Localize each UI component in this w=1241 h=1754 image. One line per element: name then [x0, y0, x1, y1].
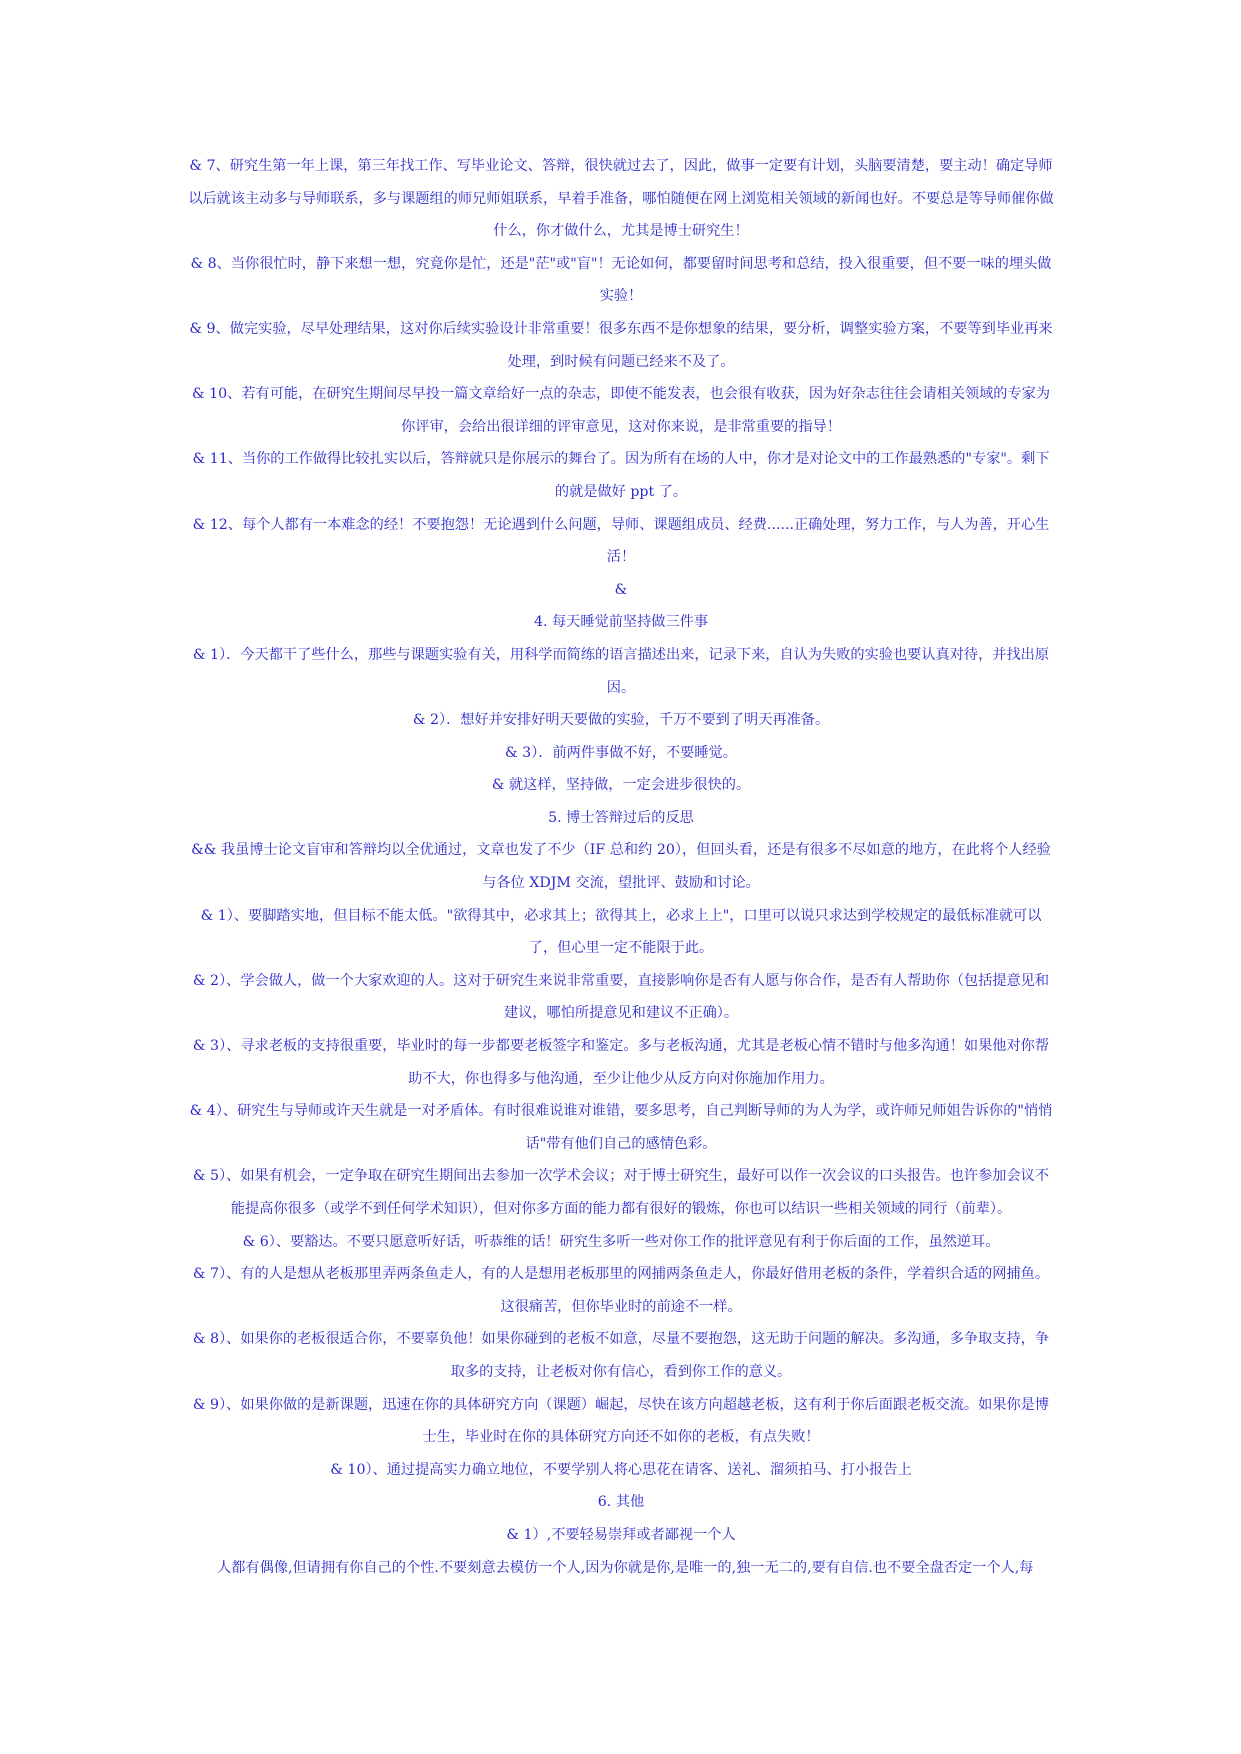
section-6-body: 人都有偶像,但请拥有你自己的个性.不要刻意去模仿一个人,因为你就是你,是唯一的,独一无二的,要有自信.也不要全盘否定一个人,每 [217, 1559, 1034, 1576]
section-4-item-2: & 2）．想好并安排好明天要做的实验，千万不要到了明天再准备。 [412, 712, 830, 729]
section-5-item-9: & 9）、如果你做的是新课题，迅速在你的具体研究方向（课题）崛起，尽快在该方向超越老板，这有利于你后面跟老板交流。如果你是博士生，毕业时在你的具体研究方向还不如你的老板，有点失败！ [192, 1396, 1050, 1446]
paragraph-item-8: & 8、当你很忙时，静下来想一想，究竟你是忙，还是"茫"或"盲"！无论如何，都要留时间思考和总结，投入很重要，但不要一味的埋头做实验！ [190, 255, 1052, 305]
section-5-item-6: & 6）、要豁达。不要只愿意听好话，听恭维的话！研究生多听一些对你工作的批评意见有利于你后面的工作，虽然逆耳。 [242, 1233, 1000, 1250]
section-heading-4: 4. 每天睡觉前坚持做三件事 [533, 614, 709, 631]
ampersand-separator: & [614, 581, 628, 598]
section-5-intro: && 我虽博士论文盲审和答辩均以全优通过，文章也发了不少（IF 总和约 20），但回头看，还是有很多不尽如意的地方，在此将个人经验与各位 XDJM 交流，望批评、鼓励和讨论。 [191, 842, 1051, 892]
section-5-item-5: & 5）、如果有机会，一定争取在研究生期间出去参加一次学术会议；对于博士研究生，最好可以作一次会议的口头报告。也许参加会议不能提高你很多（或学不到任何学术知识），但对你多方面的能力都有很好的锻炼，你也可以结识一些相关领域的同行（前辈）。 [192, 1168, 1050, 1217]
paragraph-item-9: & 9、做完实验，尽早处理结果，这对你后续实验设计非常重要！很多东西不是你想象的结果，要分析，调整实验方案，不要等到毕业再来处理，到时候有问题已经来不及了。 [189, 320, 1053, 370]
section-4-item-1: & 1）．今天都干了些什么，那些与课题实验有关，用科学而简练的语言描述出来，记录下来，自认为失败的实验也要认真对待，并找出原因。 [192, 646, 1050, 696]
section-5-item-2: & 2）、学会做人，做一个大家欢迎的人。这对于研究生来说非常重要，直接影响你是否有人愿与你合作，是否有人帮助你（包括提意见和建议，哪怕所提意见和建议不正确）。 [192, 972, 1050, 1022]
paragraph-item-10: & 10、若有可能，在研究生期间尽早投一篇文章给好一点的杂志，即使不能发表，也会很有收获，因为好杂志往往会请相关领域的专家为你评审，会给出很详细的评审意见，这对你来说，是非常重要的指导！ [191, 386, 1051, 435]
paragraph-item-11: & 11、当你的工作做得比较扎实以后，答辩就只是你展示的舞台了。因为所有在场的人中，你才是对论文中的工作最熟悉的"专家"。剩下的就是做好 ppt 了。 [192, 451, 1050, 500]
section-6-item-1: & 1）,不要轻易崇拜或者鄙视一个人 [506, 1526, 736, 1543]
paragraph-item-7: & 7、研究生第一年上课，第三年找工作、写毕业论文、答辩，很快就过去了，因此，做事一定要有计划，头脑要清楚，要主动！确定导师以后就该主动多与导师联系，多与课题组的师兄师姐联系，早着手准备，哪怕随便在网上浏览相关领域的新闻也好。不要总是等导师催你做什么，你才做什么，尤其是博士研究生！ [188, 158, 1054, 240]
section-5-item-10: & 10）、通过提高实力确立地位，不要学别人将心思花在请客、送礼、溜须拍马、打小报告上 [330, 1461, 912, 1478]
section-5-item-1: & 1）、要脚踏实地，但目标不能太低。"欲得其中，必求其上；欲得其上，必求上上"，口里可以说只求达到学校规定的最低标准就可以了，但心里一定不能限于此。 [200, 907, 1042, 957]
paragraph-item-12: & 12、每个人都有一本难念的经！不要抱怨！无论遇到什么问题，导师、课题组成员、经费......正确处理，努力工作，与人为善，开心生活！ [192, 516, 1050, 566]
document-page [188, 150, 1054, 1584]
section-4-closing: & 就这样，坚持做，一定会进步很快的。 [491, 777, 751, 794]
section-5-item-8: & 8）、如果你的老板很适合你，不要辜负他！如果你碰到的老板不如意，尽量不要抱怨，这无助于问题的解决。多沟通，多争取支持，争取多的支持，让老板对你有信心，看到你工作的意义。 [192, 1331, 1050, 1380]
section-4-item-3: & 3）．前两件事做不好，不要睡觉。 [505, 744, 737, 761]
section-5-item-3: & 3）、寻求老板的支持很重要，毕业时的每一步都要老板签字和鉴定。多与老板沟通，尤其是老板心情不错时与他多沟通！如果他对你帮助不大，你也得多与他沟通，至少让他少从反方向对你施加作用力。 [192, 1038, 1050, 1087]
section-5-item-4: & 4）、研究生与导师或许天生就是一对矛盾体。有时很难说谁对谁错，要多思考，自己判断导师的为人为学，或许师兄师姐告诉你的"悄悄话"带有他们自己的感情色彩。 [189, 1103, 1053, 1152]
section-heading-6: 6. 其他 [597, 1494, 645, 1511]
section-heading-5: 5. 博士答辩过后的反思 [548, 809, 694, 826]
section-5-item-7: & 7）、有的人是想从老板那里弄两条鱼走人，有的人是想用老板那里的网捕两条鱼走人，你最好借用老板的条件，学着织合适的网捕鱼。这很痛苦，但你毕业时的前途不一样。 [192, 1266, 1050, 1315]
